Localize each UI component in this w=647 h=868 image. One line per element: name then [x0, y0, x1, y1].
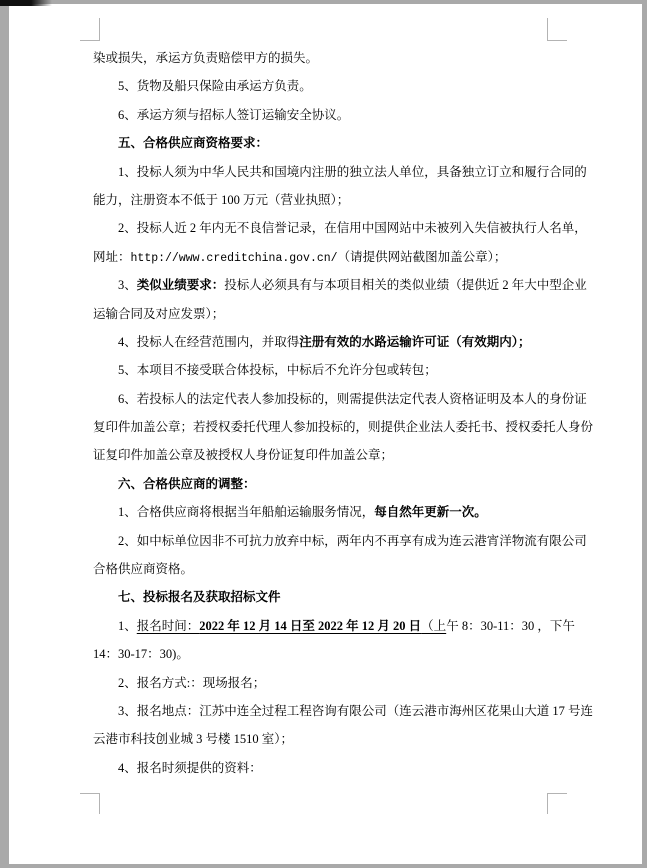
text-segment: 2、报名方式:：现场报名； [118, 675, 266, 690]
text-segment: 运输合同及对应发票）； [93, 306, 225, 321]
text-segment: 证复印件加盖公章及被授权人身份证复印件加盖公章； [93, 448, 394, 463]
text-line [93, 158, 587, 186]
text-segment: 2、投标人近 2 年内无不良信誉记录，在信用中国网站中未被列入失信被执行人名单， [118, 221, 587, 236]
text-line [93, 413, 594, 441]
text-segment: 投标人必须具有与本项目相关的类似业绩（提供近 2 年大中型企业 [224, 278, 587, 293]
text-line [93, 470, 559, 498]
text-segment: 14：30-17：30)。 [93, 647, 189, 662]
document-page[interactable] [9, 4, 642, 864]
text-segment: 1、投标人须为中华人民共和国境内注册的独立法人单位，具备独立订立和履行合同的 [118, 164, 587, 179]
text-segment: 5、货物及船只保险由承运方负责。 [118, 79, 312, 94]
text-segment: 3、 [118, 278, 137, 293]
text-line [93, 101, 559, 129]
document-text-area [93, 44, 594, 782]
text-segment: 报名时间： [136, 618, 200, 633]
text-line [93, 186, 559, 214]
text-line [93, 555, 559, 583]
text-segment: 云港市科技创业城 3 号楼 1510 室）； [93, 732, 294, 747]
text-line [93, 669, 559, 697]
text-segment: 五、合格供应商资格要求： [118, 136, 269, 151]
text-line [93, 271, 587, 299]
text-segment: 染或损失，承运方负责赔偿甲方的损失。 [93, 51, 319, 65]
text-segment: 3、报名地点：江苏中连全过程工程咨询有限公司（连云港市海州区花果山大道 17 号连 [118, 703, 594, 718]
screen-edge-artifact [0, 0, 52, 6]
text-segment: 6、若投标人的法定代表人参加投标的，则需提供法定代表人资格证明及本人的身份证 [118, 391, 587, 406]
text-line [93, 44, 559, 72]
text-line [93, 583, 559, 611]
text-segment: （请提供网站截图加盖公章）； [337, 249, 507, 264]
text-segment: 4、报名时须提供的资料： [118, 760, 262, 775]
text-segment: 六、合格供应商的调整： [118, 476, 256, 491]
text-segment: 4、投标人在经营范围内，并取得 [118, 334, 300, 349]
text-segment: 类似业绩要求： [136, 278, 225, 293]
text-line [93, 385, 587, 413]
text-segment: 注册有效的水路运输许可证（有效期内）； [299, 334, 531, 349]
text-segment: 1、合格供应商将根据当年船舶运输服务情况， [118, 505, 375, 520]
text-segment: 5、本项目不接受联合体投标，中标后不允许分包或转包； [118, 363, 437, 378]
margin-crop-mark-top-right [547, 18, 567, 41]
text-line [93, 243, 559, 271]
text-segment: 午 8：30-11：30 ，下午 [446, 618, 575, 633]
text-line [93, 697, 594, 725]
text-line [93, 527, 587, 555]
text-line [93, 356, 559, 384]
text-segment: 2022 年 12 月 14 日至 2022 年 12 月 20 日 [199, 618, 422, 633]
text-segment: 合格供应商资格。 [93, 562, 194, 577]
text-line [93, 214, 587, 242]
text-line [93, 754, 559, 782]
text-segment: 复印件加盖公章；若授权委托代理人参加投标的，则提供企业法人委托书、授权委托人身份 [93, 420, 594, 435]
margin-crop-mark-bottom-left [80, 793, 100, 814]
text-line [93, 72, 559, 100]
text-line [93, 498, 559, 526]
text-line [93, 640, 559, 668]
text-segment: 能力，注册资本不低于 100 万元（营业执照）； [93, 192, 350, 207]
text-line [93, 328, 559, 356]
text-line [93, 441, 559, 469]
text-line [93, 129, 559, 157]
text-line [93, 612, 575, 640]
text-segment: 网址： [93, 249, 131, 264]
margin-crop-mark-top-left [80, 18, 100, 41]
margin-crop-mark-bottom-right [547, 793, 567, 814]
text-segment: 2、如中标单位因非不可抗力放弃中标，两年内不再享有成为连云港宵洋物流有限公司 [118, 533, 587, 548]
text-segment: （上 [421, 618, 447, 633]
text-line [93, 725, 559, 753]
text-segment: 每自然年更新一次。 [374, 505, 487, 520]
text-line [93, 300, 559, 328]
url-text: http://www.creditchina.gov.cn/ [130, 251, 338, 265]
text-segment: 1、 [118, 618, 137, 633]
text-segment: 6、承运方须与招标人签订运输安全协议。 [118, 107, 350, 122]
text-segment: 七、投标报名及获取招标文件 [118, 590, 281, 605]
